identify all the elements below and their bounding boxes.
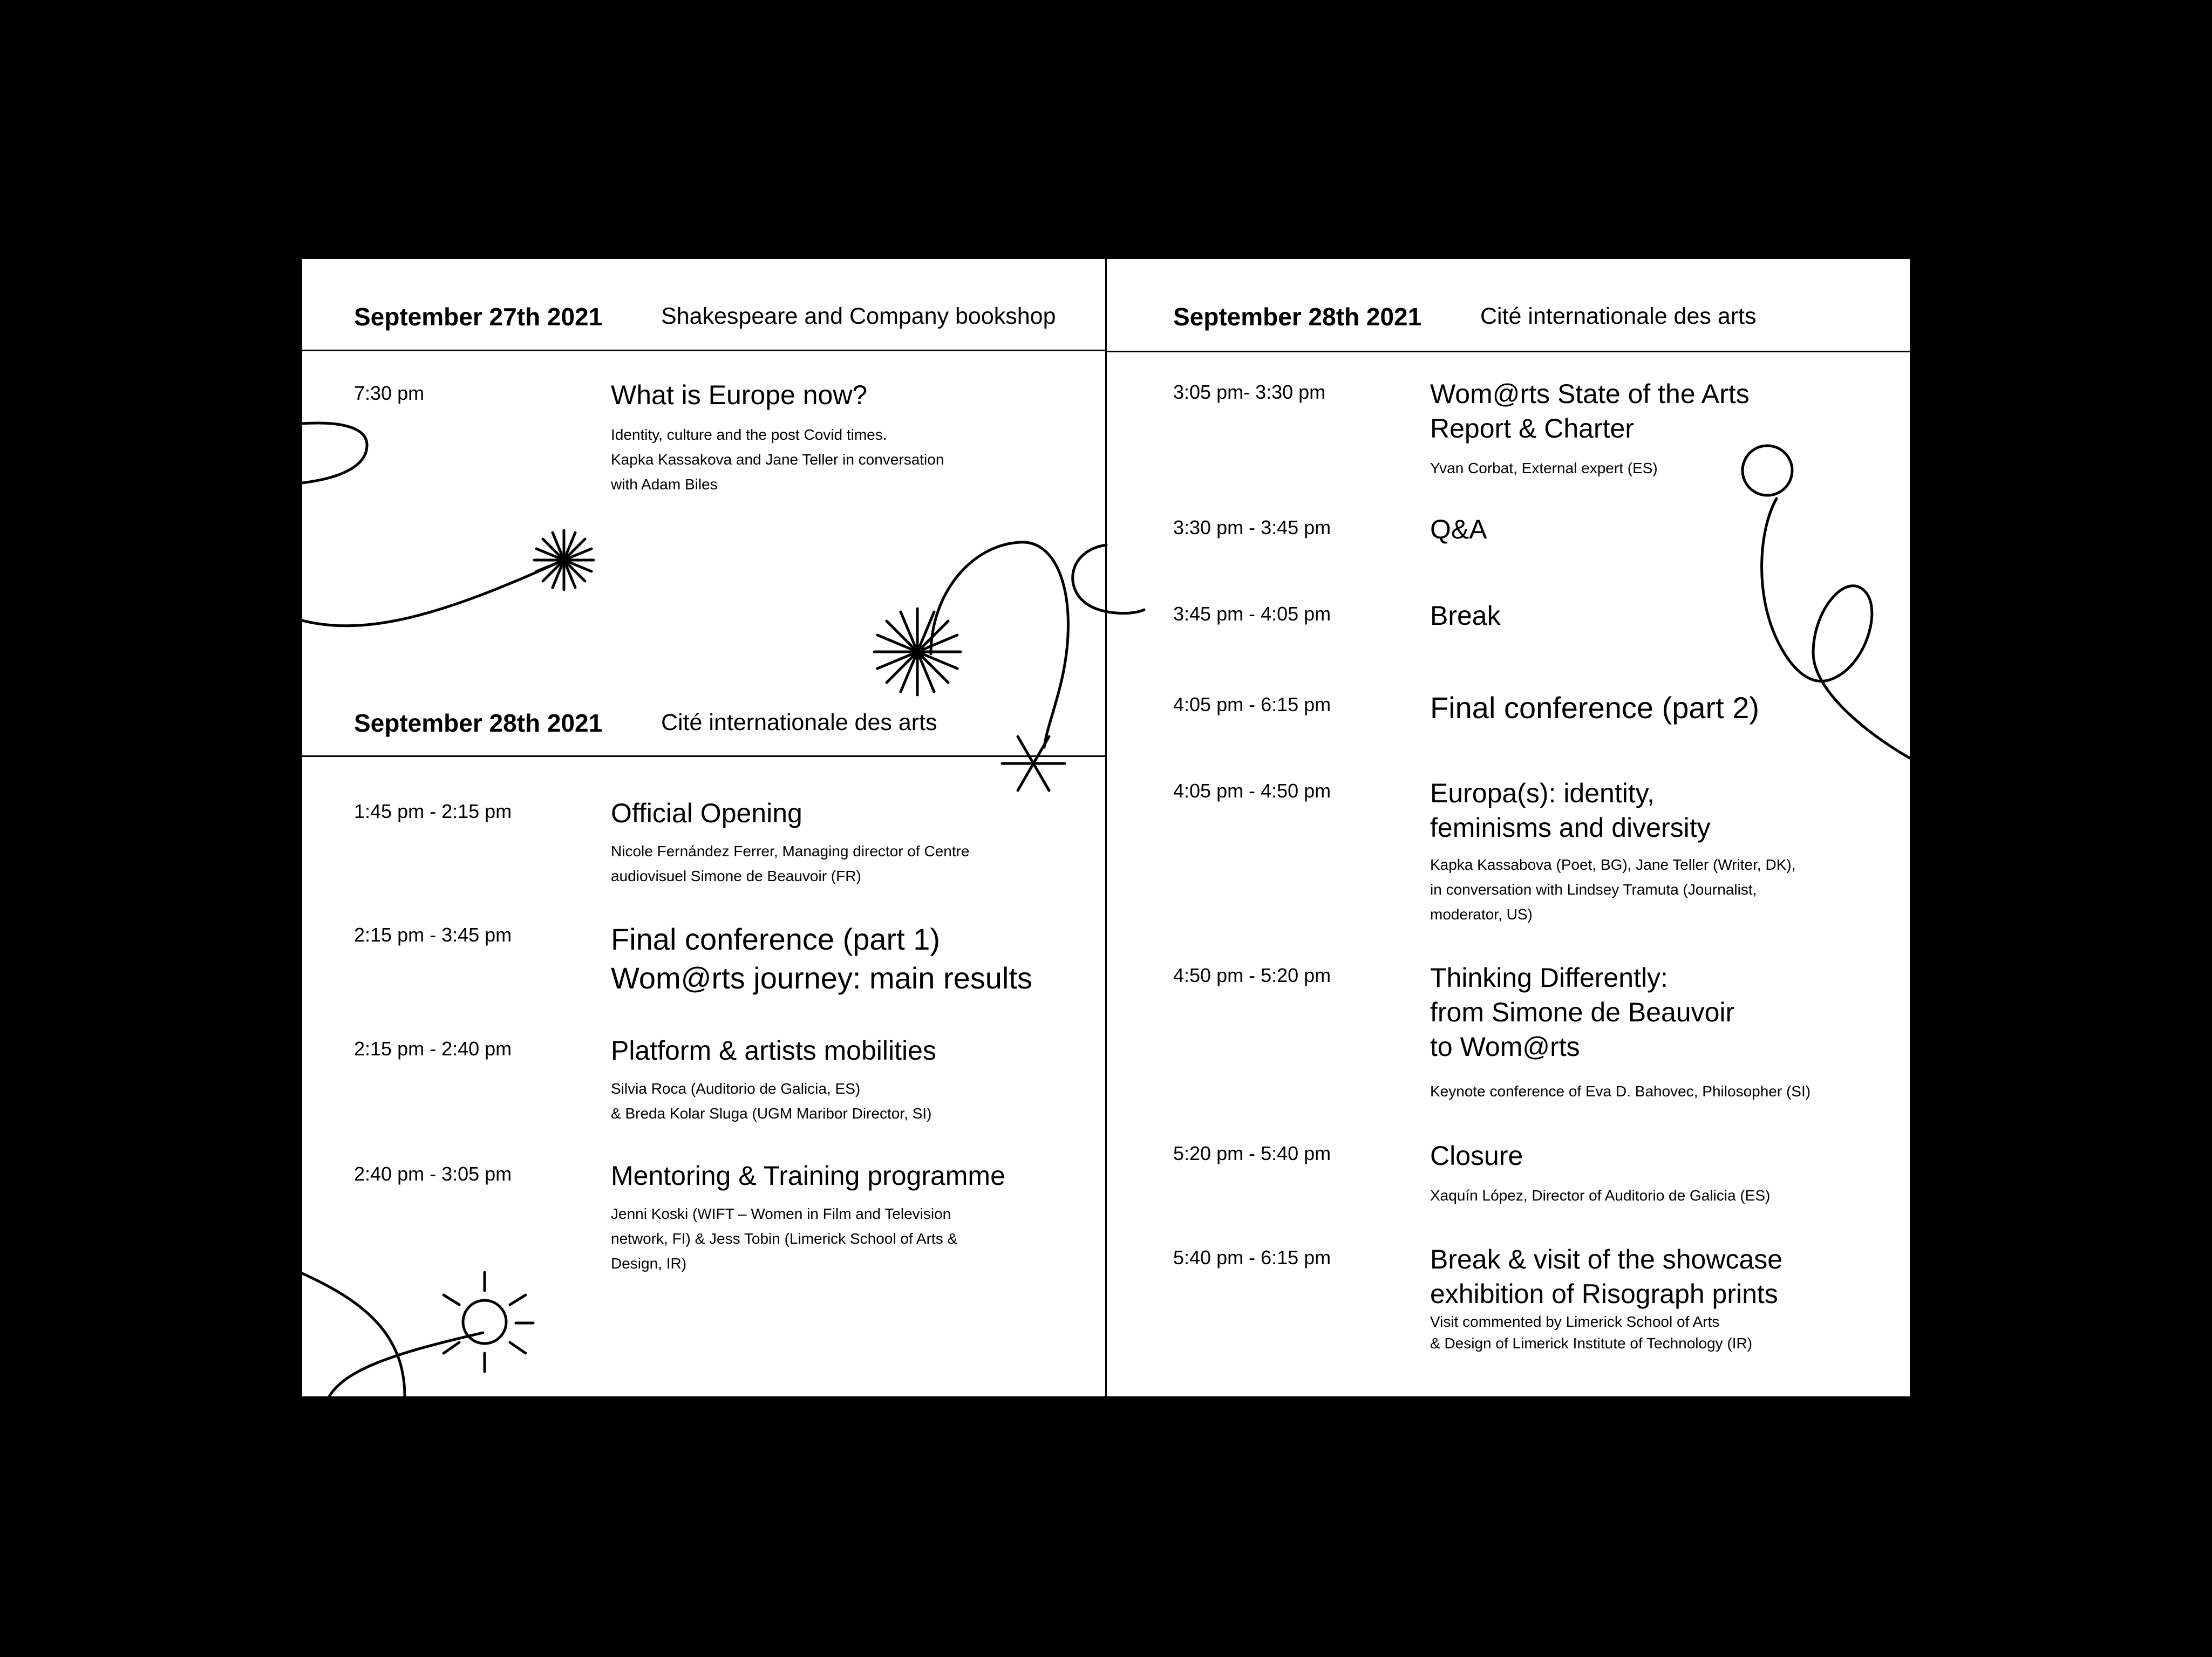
- circle-icon: [1743, 446, 1792, 495]
- squiggle-loop-top-right: [1762, 499, 1910, 758]
- session-title: Platform & artists mobilities: [611, 1035, 936, 1066]
- day-date: September 28th 2021: [354, 709, 603, 737]
- session-title: Break: [1430, 601, 1501, 631]
- session-title: Q&A: [1430, 514, 1487, 544]
- session-time: 5:20 pm - 5:40 pm: [1173, 1142, 1331, 1164]
- session-time: 4:05 pm - 6:15 pm: [1173, 693, 1331, 715]
- session-description: Silvia Roca (Auditorio de Galicia, ES) & Breda Kolar Sluga (UGM Maribor Director, SI): [611, 1080, 932, 1122]
- session-time: 3:45 pm - 4:05 pm: [1173, 603, 1331, 625]
- session-description: Kapka Kassabova (Poet, BG), Jane Teller (Writer, DK), in conversation with Lindsey Tramuta (Journalist, moderator, US): [1430, 856, 1796, 923]
- day-date: September 27th 2021: [354, 303, 603, 331]
- session-time: 2:15 pm - 3:45 pm: [354, 924, 512, 946]
- session-description: Nicole Fernández Ferrer, Managing director of Centre audiovisuel Simone de Beauvoir (FR): [611, 843, 970, 884]
- session-description: Xaquín López, Director of Auditorio de Galicia (ES): [1430, 1187, 1771, 1204]
- day-venue: Cité internationale des arts: [1480, 303, 1757, 329]
- session-title: Official Opening: [611, 798, 802, 828]
- page-divider: [1105, 259, 1107, 1396]
- session-title: Mentoring & Training programme: [611, 1161, 1005, 1191]
- squiggle-line-top-left-long: [302, 561, 561, 626]
- squiggle-loop-right-edge: [1073, 545, 1144, 613]
- squiggle-line-top-left: [302, 423, 367, 483]
- asterisk-icon: [1002, 737, 1065, 790]
- session-title: What is Europe now?: [611, 380, 868, 410]
- session-time: 7:30 pm: [354, 382, 425, 404]
- day-date: September 28th 2021: [1173, 303, 1422, 331]
- session-title: Thinking Differently: from Simone de Beauvoir to Wom@rts: [1430, 963, 1735, 1062]
- program-document: [302, 259, 1910, 1396]
- session-title: Break & visit of the showcase exhibition of Risograph prints: [1430, 1244, 1783, 1309]
- session-time: 2:15 pm - 2:40 pm: [354, 1038, 512, 1060]
- squiggle-loop-bottom-left: [302, 1273, 405, 1396]
- session-description: Yvan Corbat, External expert (ES): [1430, 460, 1658, 476]
- starburst-icon: [534, 530, 594, 590]
- session-description: Jenni Koski (WIFT – Women in Film and Television network, FI) & Jess Tobin (Limerick School of Arts & Design, IR): [611, 1205, 958, 1272]
- session-title: Closure: [1430, 1141, 1523, 1171]
- header-rule-sep28-left: [302, 755, 1106, 757]
- session-description: Visit commented by Limerick School of Arts & Design of Limerick Institute of Technology (IR): [1430, 1313, 1753, 1352]
- session-time: 5:40 pm - 6:15 pm: [1173, 1246, 1331, 1269]
- session-time: 1:45 pm - 2:15 pm: [354, 800, 512, 822]
- session-time: 4:05 pm - 4:50 pm: [1173, 780, 1331, 802]
- session-title: Wom@rts State of the Arts Report & Charter: [1430, 379, 1750, 444]
- header-rule-sep27: [302, 350, 1106, 351]
- session-time: 3:05 pm- 3:30 pm: [1173, 381, 1326, 403]
- session-time: 4:50 pm - 5:20 pm: [1173, 964, 1331, 986]
- day-venue: Cité internationale des arts: [661, 710, 937, 735]
- session-time: 2:40 pm - 3:05 pm: [354, 1163, 512, 1185]
- session-title: Final conference (part 1) Wom@rts journey: main results: [611, 922, 1032, 995]
- session-title: Europa(s): identity, feminisms and diversity: [1430, 778, 1711, 843]
- sun-icon: [444, 1272, 533, 1372]
- session-description: Keynote conference of Eva D. Bahovec, Philosopher (SI): [1430, 1083, 1811, 1100]
- header-rule-sep28-right: [1105, 351, 1910, 352]
- starburst-icon: [874, 609, 961, 695]
- squiggle-curve-center: [931, 542, 1068, 747]
- day-venue: Shakespeare and Company bookshop: [661, 303, 1056, 329]
- session-description: Identity, culture and the post Covid times. Kapka Kassakova and Jane Teller in conversation with Adam Biles: [611, 426, 944, 493]
- session-title: Final conference (part 2): [1430, 691, 1760, 725]
- session-time: 3:30 pm - 3:45 pm: [1173, 516, 1331, 538]
